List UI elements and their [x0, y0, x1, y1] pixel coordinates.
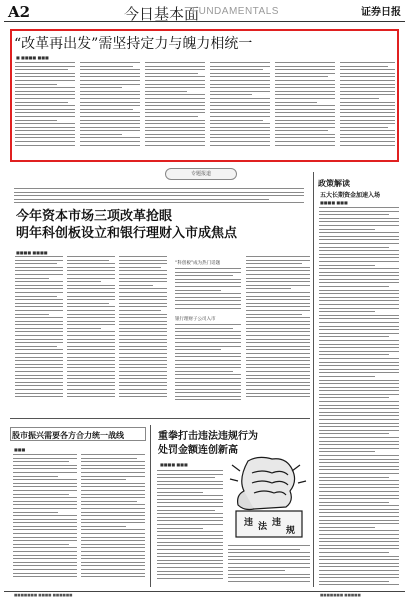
lower-center-byline: ■■■■ ■■■	[160, 462, 188, 467]
page-header	[4, 2, 405, 22]
stamp-char-4: 规	[286, 526, 296, 536]
main-article-column-5	[246, 256, 310, 406]
top-article-column-5	[275, 62, 335, 158]
top-article-column-1	[15, 62, 75, 158]
main-article-column-4a	[175, 268, 241, 313]
lower-left-byline: ■■■	[14, 447, 26, 452]
section-title-english: FUNDAMENTALS	[192, 6, 279, 17]
main-article-column-3	[119, 256, 167, 406]
main-article-column-1	[15, 256, 63, 406]
pull-quote-2: 银行理财子公司入市	[175, 317, 216, 322]
stamp-char-1: 违	[244, 518, 254, 528]
lower-center-headline-line-2: 处罚金额连创新高	[158, 445, 238, 456]
fist-stamp-illustration	[228, 455, 310, 540]
top-article-byline: ■ ■■■■ ■■■	[16, 55, 49, 60]
lower-column-divider	[150, 425, 151, 587]
section-badge: 专题报道	[165, 168, 237, 180]
side-article-tag: 政策解读	[318, 179, 350, 188]
main-article-headline-line-1: 今年资本市场三项改革抢眼	[16, 209, 173, 224]
lower-left-headline: 股市振兴需要各方合力统一战线	[12, 431, 124, 440]
main-article-lede	[14, 186, 304, 206]
stamp-char-2: 法	[258, 522, 268, 532]
lower-left-column-2	[81, 454, 145, 586]
section-title: 今日基本面	[124, 5, 200, 23]
column-divider	[313, 172, 314, 587]
top-article-column-6	[340, 62, 395, 158]
section-divider	[10, 418, 310, 419]
top-article-headline: “改革再出发”需坚持定力与魄力相统一	[14, 36, 253, 52]
lower-left-column-1	[13, 454, 77, 586]
main-article-headline	[16, 208, 237, 242]
top-article-column-2	[80, 62, 140, 158]
lower-center-column-1	[157, 470, 223, 586]
main-article-byline: ■■■■ ■■■■	[16, 250, 48, 255]
lower-center-column-2	[228, 545, 310, 586]
main-article-column-4b	[175, 324, 241, 406]
footer-rule	[4, 591, 405, 592]
footer-info-right: ■■■■■■■ ■■■■■	[320, 593, 361, 597]
lower-center-headline-line-1: 重拳打击违法违规行为	[158, 431, 258, 442]
lower-center-headline	[158, 430, 258, 458]
top-article-column-4	[210, 62, 270, 158]
footer-info-left: ■■■■■■■ ■■■■ ■■■■■■	[14, 593, 73, 597]
side-article-body	[319, 207, 399, 585]
newspaper-name: 证券日报	[361, 7, 401, 18]
side-article-headline: 五大长期资金加速入场	[320, 192, 381, 199]
stamp-char-3: 违	[272, 518, 282, 528]
side-article-byline: ■■■■ ■■■	[320, 200, 348, 205]
main-article-column-2	[67, 256, 115, 406]
pull-quote-1: “科创板”成为热门话题	[175, 261, 221, 266]
top-article-column-3	[145, 62, 205, 158]
main-article-headline-line-2: 明年科创板设立和银行理财入市成焦点	[16, 226, 238, 241]
page-number: A2	[8, 3, 31, 21]
